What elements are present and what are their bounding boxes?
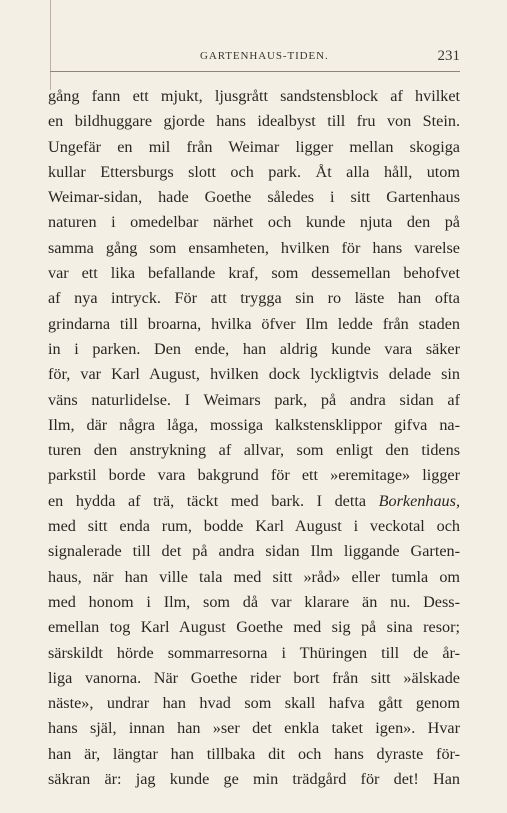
text-line: särskildt hörde sommarresorna i Thüringen till de år-	[48, 643, 460, 662]
text-line: med honom i Ilm, som då var klarare än nu. Dess-	[48, 592, 460, 611]
page-number: 231	[437, 48, 460, 64]
text-line: Ilm, där några låga, mossiga kalkstensklippor gifva na-	[48, 415, 460, 434]
text-line: för, var Karl August, hvilken dock lyckligtvis delade sin	[48, 365, 460, 384]
text-line: grindarna till broarna, hvilka öfver Ilm ledde från staden	[48, 314, 460, 333]
text-line-with-italic	[48, 489, 460, 514]
text-line: var ett lika befallande kraf, som dessemellan behofvet	[48, 264, 460, 283]
italic-phrase: Borkenhaus,	[378, 491, 460, 510]
text-line: säkran är: jag kunde ge min trädgård för det! Han	[48, 770, 460, 789]
text-line: näste», undrar han hvad som skall hafva gått genom	[48, 694, 460, 713]
text-line: väns naturlidelse. I Weimars park, på andra sidan af	[48, 390, 460, 409]
text-line: en bildhuggare gjorde hans idealbyst till fru von Stein.	[48, 112, 460, 131]
text-line: han är, längtar han tillbaka dit och hans dyraste för-	[48, 744, 460, 763]
text-line: kullar Ettersburgs slott och park. Åt alla håll, utom	[48, 162, 460, 181]
header-rule	[50, 71, 460, 72]
text-line: haus, när han ville tala med sitt »råd» eller tumla om	[48, 567, 460, 586]
text-line: parkstil borde vara bakgrund för ett »eremitage» ligger	[48, 466, 460, 485]
text-line: naturen i omedelbar närhet och kunde njuta den på	[48, 213, 460, 232]
running-head: GARTENHAUS-TIDEN.	[200, 50, 329, 62]
text-line: in i parken. Den ende, han aldrig kunde vara säker	[48, 339, 460, 358]
page-header	[50, 48, 460, 68]
text-line: samma gång som ensamheten, hvilken för hans varelse	[48, 238, 460, 257]
text-line: hans själ, innan han »ser det enkla taket igen». Hvar	[48, 719, 460, 738]
text-line: emellan tog Karl August Goethe med sig på sina resor;	[48, 618, 460, 637]
text-body	[48, 84, 460, 792]
text-line: med sitt enda rum, bodde Karl August i veckotal och	[48, 517, 460, 536]
text-line: turen den anstrykning af allvar, som enligt den tidens	[48, 441, 460, 460]
text-line: Ungefär en mil från Weimar ligger mellan skogiga	[48, 137, 460, 156]
page-spine	[50, 0, 51, 90]
text-line: Weimar-sidan, hade Goethe således i sitt Gartenhaus	[48, 188, 460, 207]
text-line: liga vanorna. När Goethe rider bort från sitt »älskade	[48, 668, 460, 687]
text-line: af nya intryck. För att trygga sin ro läste han ofta	[48, 289, 460, 308]
text-line-start: en hydda af trä, täckt med bark. I detta	[48, 491, 379, 510]
text-line: gång fann ett mjukt, ljusgrått sandstensblock af hvilket	[48, 87, 460, 105]
text-line: signalerade till det på andra sidan Ilm liggande Garten-	[48, 542, 460, 561]
